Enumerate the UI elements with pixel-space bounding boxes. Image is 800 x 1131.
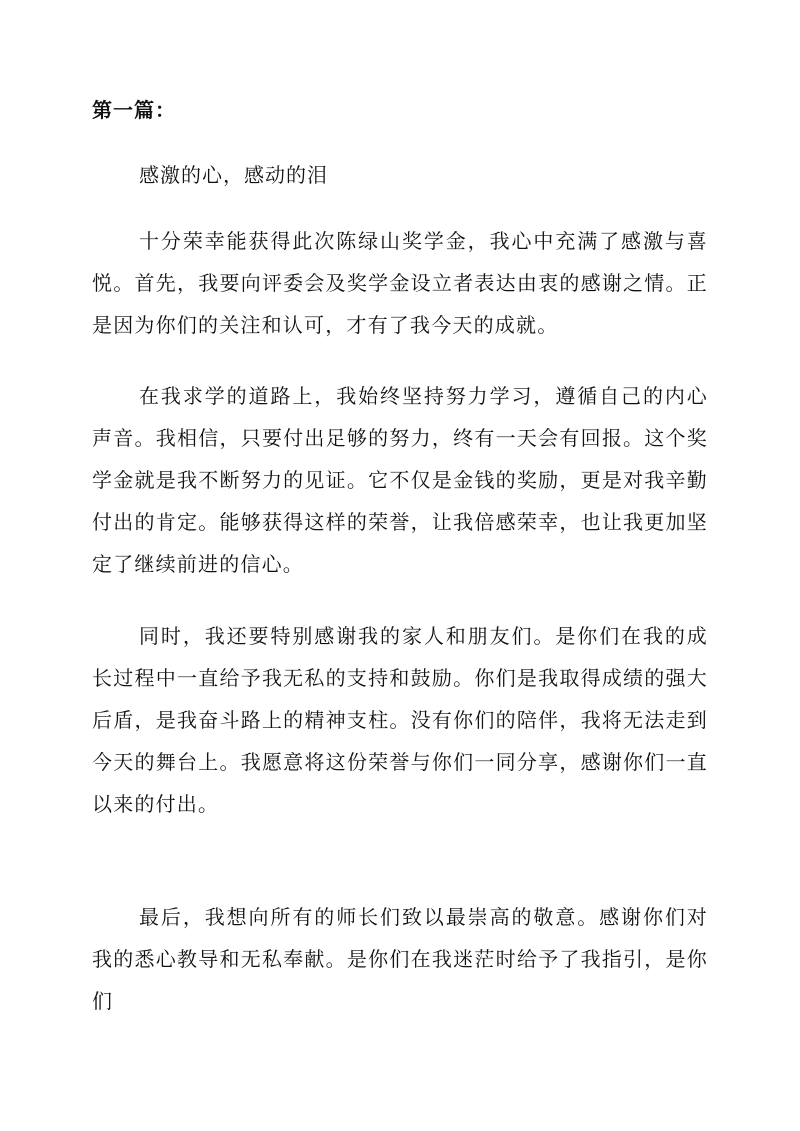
paragraph-teachers: 最后，我想向所有的师长们致以最崇高的敬意。感谢你们对我的悉心教导和无私奉献。是你们在我迷茫时给予了我指引，是你们	[92, 905, 708, 1013]
paragraph-gratitude-scholarship: 十分荣幸能获得此次陈绿山奖学金，我心中充满了感激与喜悦。首先，我要向评委会及奖学金设立者表达由衷的感谢之情。正是因为你们的关注和认可，才有了我今天的成就。	[92, 229, 708, 337]
paragraph-family-friends: 同时，我还要特别感谢我的家人和朋友们。是你们在我的成长过程中一直给予我无私的支持和鼓励。你们是我取得成绩的强大后盾，是我奋斗路上的精神支柱。没有你们的陪伴，我将无法走到今天的舞台上。我愿意将这份荣誉与你们一同分享，感谢你们一直以来的付出。	[92, 624, 708, 816]
document-heading: 第一篇：	[92, 98, 176, 122]
paragraph-study-journey: 在我求学的道路上，我始终坚持努力学习，遵循自己的内心声音。我相信，只要付出足够的努力，终有一天会有回报。这个奖学金就是我不断努力的见证。它不仅是金钱的奖励，更是对我辛勤付出的肯定。能够获得这样的荣誉，让我倍感荣幸，也让我更加坚定了继续前进的信心。	[92, 384, 708, 576]
document-subtitle: 感激的心，感动的泪	[139, 163, 328, 187]
